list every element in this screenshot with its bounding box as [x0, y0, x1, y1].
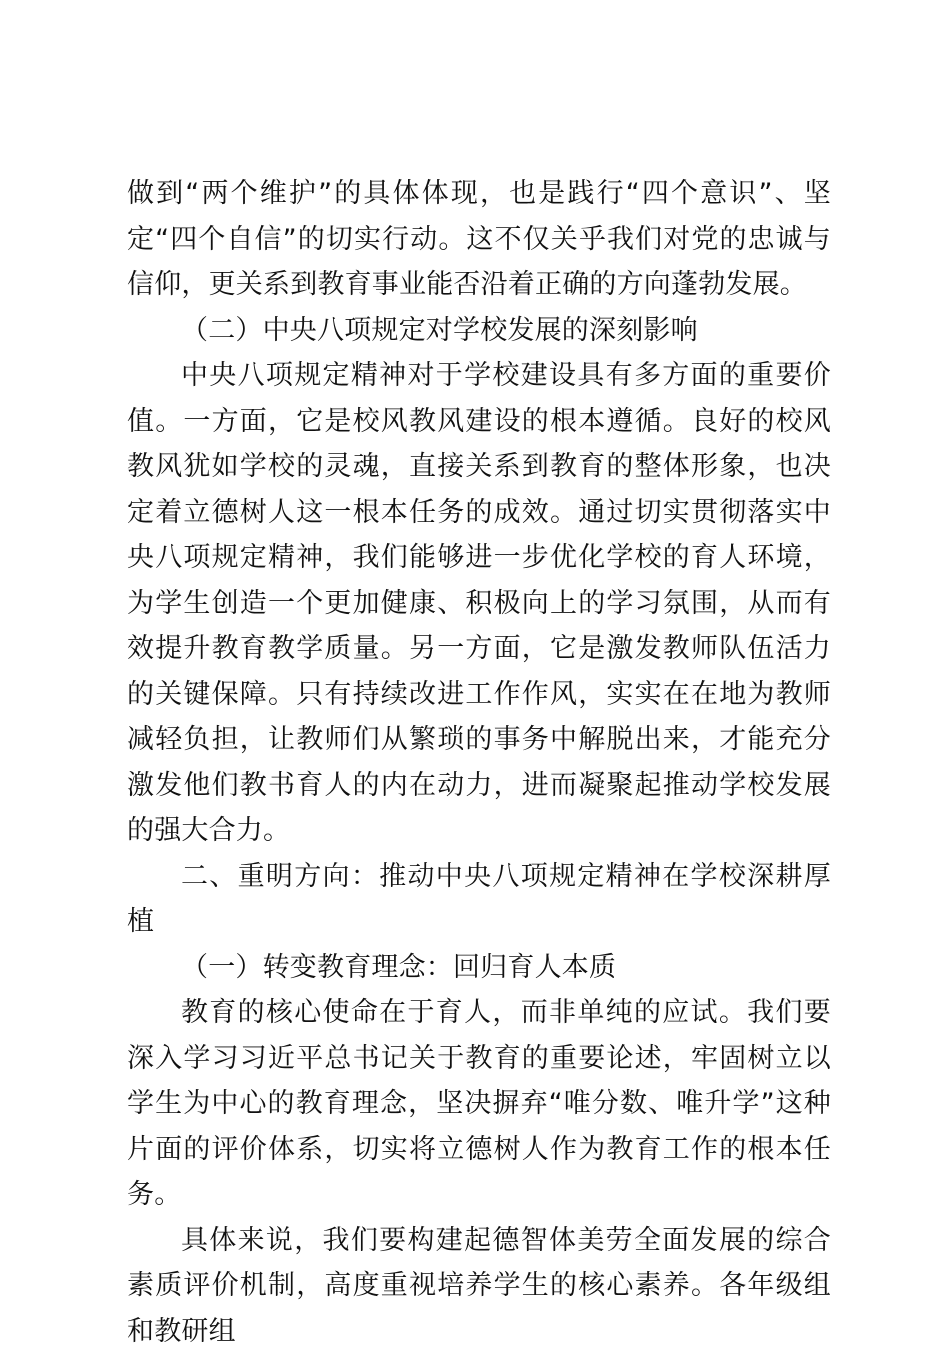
- body-paragraph: 具体来说，我们要构建起德智体美劳全面发展的综合素质评价机制，高度重视培养学生的核心素养。各年级组和教研组: [127, 1218, 831, 1354]
- section-heading: 二、重明方向：推动中央八项规定精神在学校深耕厚植: [127, 854, 831, 945]
- body-paragraph: 教育的核心使命在于育人，而非单纯的应试。我们要深入学习习近平总书记关于教育的重要论述，牢固树立以学生为中心的教育理念，坚决摒弃“唯分数、唯升学”这种片面的评价体系，切实将立德树人作为教育工作的根本任务。: [127, 990, 831, 1218]
- body-paragraph: 中央八项规定精神对于学校建设具有多方面的重要价值。一方面，它是校风教风建设的根本遵循。良好的校风教风犹如学校的灵魂，直接关系到教育的整体形象，也决定着立德树人这一根本任务的成效。通过切实贯彻落实中央八项规定精神，我们能够进一步优化学校的育人环境，为学生创造一个更加健康、积极向上的学习氛围，从而有效提升教育教学质量。另一方面，它是激发教师队伍活力的关键保障。只有持续改进工作作风，实实在在地为教师减轻负担，让教师们从繁琐的事务中解脱出来，才能充分激发他们教书育人的内在动力，进而凝聚起推动学校发展的强大合力。: [127, 353, 831, 854]
- body-paragraph: 做到“两个维护”的具体体现，也是践行“四个意识”、坚定“四个自信”的切实行动。这不仅关乎我们对党的忠诚与信仰，更关系到教育事业能否沿着正确的方向蓬勃发展。: [127, 171, 831, 308]
- document-body: [127, 171, 831, 1354]
- section-subheading: （一）转变教育理念：回归育人本质: [127, 945, 831, 991]
- section-subheading: （二）中央八项规定对学校发展的深刻影响: [127, 308, 831, 354]
